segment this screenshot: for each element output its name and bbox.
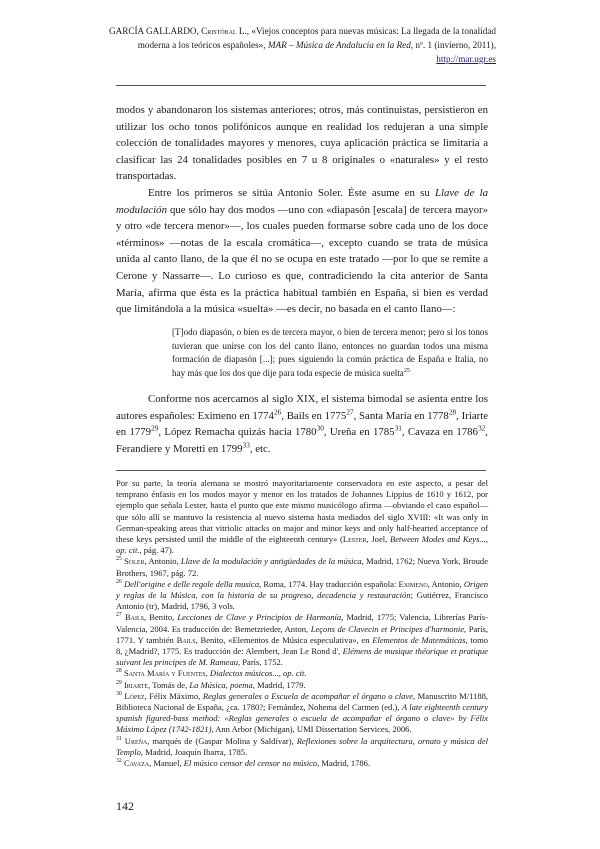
header-journal: MAR – Música de Andalucía en la Red: [267, 40, 411, 50]
footnote-ref-30[interactable]: 30: [316, 423, 324, 433]
footnote-29: $^{29}$ Iriarte, Tomás de, La Música, poema, Madrid, 1779.: [116, 679, 306, 690]
footnote-26: $^{26}$ Dell'origine e delle regole della musica, Roma, 1774. Hay traducción española: Eximeno, Antonio, Origen y reglas de la Música, con la historia de su progreso, decadencia y restauración; Gutiérrez, Francisco Antonio (tr), Madrid, 1796, 3 vols.: [116, 578, 489, 612]
paragraph-3: Conforme nos acercamos al siglo XIX, el sistema bimodal se asienta entre los autores españoles: Eximeno en 1774$^{26}$, Bails en 1775$^{27}$, Santa María en 1778$^{28}$, Iriarte en 1779$^{29}$, López Remacha quizás hacia 1780$^{30}$, Ureña en 1785$^{31}$, Cavaza en 1786$^{32}$, Ferandiere y Moretti en 1799$^{33}$, etc.: [116, 392, 488, 455]
page-number: 142: [116, 799, 134, 813]
main-text: [116, 102, 488, 457]
footnote-ref-27[interactable]: 27: [346, 406, 354, 416]
treatise-title: Llave de la modulación: [116, 186, 488, 216]
footnote-30: $^{30}$ López, Félix Máximo, Reglas generales o Escuela de acompañar el órgano o clave, Manuscrito M/1188, Biblioteca Nacional de España, ¿ca. 1780?; Fernández, Nohema del Carmen (ed.), A late eighteenth century spanish figured-bass method: «Reglas generales o escuela de acompañar el órgano o clave» by Félix Máximo López (1742-1821), Ann Arbor (Michigan), UMI Dissertation Services, 2006.: [116, 690, 489, 735]
header-issue: , nº. 1 (invierno, 2011),: [410, 40, 496, 50]
footnote-ref-26[interactable]: 26: [273, 406, 282, 416]
header-url-link[interactable]: http://mar.ugr.es: [436, 54, 496, 64]
footnote-27: $^{27}$ Bails, Benito, Lecciones de Clave y Principios de Harmonía, Madrid, 1775; Valencia, Librerías París-Valencia, 2004. Es traducción de: Bemetzrieder, Anton, Leçons de Clavecin et Principes d'harmonie, París, 1771. Y también Bails, Benito, «Elementos de Música especulativa», en Elementos de Matemáticas, tomo 8, ¿Madrid?, 1775. Es traducción de: Alembert, Jean Le Rond d', Elémens de musique théorique et pratique suivant les principes de M. Rameau, París, 1752.: [116, 612, 489, 668]
footnote-25: $^{25}$ Soler, Antonio, Llave de la modulación y antigüedades de la música, Madrid, 1762; Nueva York, Broude Brothers, 1967, pág. 72.: [116, 556, 488, 578]
footnote-ref-29[interactable]: 29: [151, 423, 159, 433]
header-author: GARCÍA GALLARDO, Cristóbal L.: [108, 26, 247, 36]
running-header: [101, 24, 496, 66]
footnote-ref-31[interactable]: 31: [394, 423, 402, 433]
footnote-ref-28[interactable]: 28: [448, 406, 457, 416]
footnote-divider: [116, 470, 486, 471]
footnote-ref-32[interactable]: 32: [477, 423, 486, 433]
paragraph-2: Entre los primeros se sitúa Antonio Soler. Éste asume en su Llave de la modulación que sólo hay dos modos —uno con «diapasón [escala] de tercera mayor» y otro «de tercera menor»—, los cuales pueden formarse sobre cada uno de los doce «términos» —notas de la escala cromática—, excepto cuando se trata de música unida al canto llano, de la que él no se ocupa en este tratado —por lo que se remite a Cerone y Nassarre—. Lo curioso es que, contradiciendo la cita anterior de Santa María, afirma que ésta es la práctica habitual también en España, si bien es verdad que limitándola a la música «suelta» —es decir, no basada en el canto llano—:: [116, 186, 488, 316]
footnote-ref-25[interactable]: 25: [403, 367, 410, 375]
header-article-title: , «Viejos conceptos para nuevas músicas: La llegada de la tonalidad moderna a los teóricos españoles»,: [137, 26, 496, 50]
paragraph-1: modos y abandonaron los sistemas anteriores; otros, más continuistas, persistieron en utilizar los ocho tonos polifónicos aunque en realidad los redujeran a una simple colección de tonalidades mayores y menores, cuya aplicación práctica se limitaría a clasificar las 24 tonalidades posibles en 7 u 8 originales o «naturales» y el resto transportadas.: [116, 104, 488, 183]
footnote-continued: Por su parte, la teoría alemana se mostró mayoritariamente conservadora en este aspecto, a pesar del temprano énfasis en los modos mayor y menor en los tratados de Johannes Lippius de 1610 y 1612, por ejemplo que señala Lester, hasta el punto que este mismo musicólogo afirma —obviando el caso español— que sólo allí se mantuvo la resistencia al nuevo sistema hasta mediados del siglo XVIII: «It was only in German-speaking areas that vitriolic attacks on major and minor keys and only half-hearted acceptance of these keys persisted until the middle of the eighteenth century» (Lester, Joel, Between Modes and Keys..., op. cit., pág. 47).: [116, 478, 488, 556]
footnote-32: $^{32}$ Cavaza, Manuel, El músico censor del censor no músico, Madrid, 1786.: [116, 758, 371, 769]
header-divider: [116, 85, 486, 86]
footnote-31: $^{31}$ Ureña, marqués de (Gaspar Molina y Saldívar), Reflexiones sobre la arquitectura, ornato y música del Templo, Madrid, Joaquín Ibarra, 1785.: [116, 735, 488, 757]
footnotes: [116, 478, 488, 769]
footnote-ref-33[interactable]: 33: [242, 440, 250, 450]
footnote-28: $^{28}$ Santa María y Fuentes, Dialectos músicos..., op. cit.: [116, 668, 307, 679]
block-quote: [T]odo diapasón, o bien es de tercera mayor, o bien de tercera menor; pero si los tonos tuvieran que unirse con los del canto llano, entonces no guardan todos una misma formación de diapasón [...]; pues siguiendo la común práctica de España e Italia, no hay más que los dos que dije para toda especie de música suelta$^{25}$: [172, 326, 488, 379]
